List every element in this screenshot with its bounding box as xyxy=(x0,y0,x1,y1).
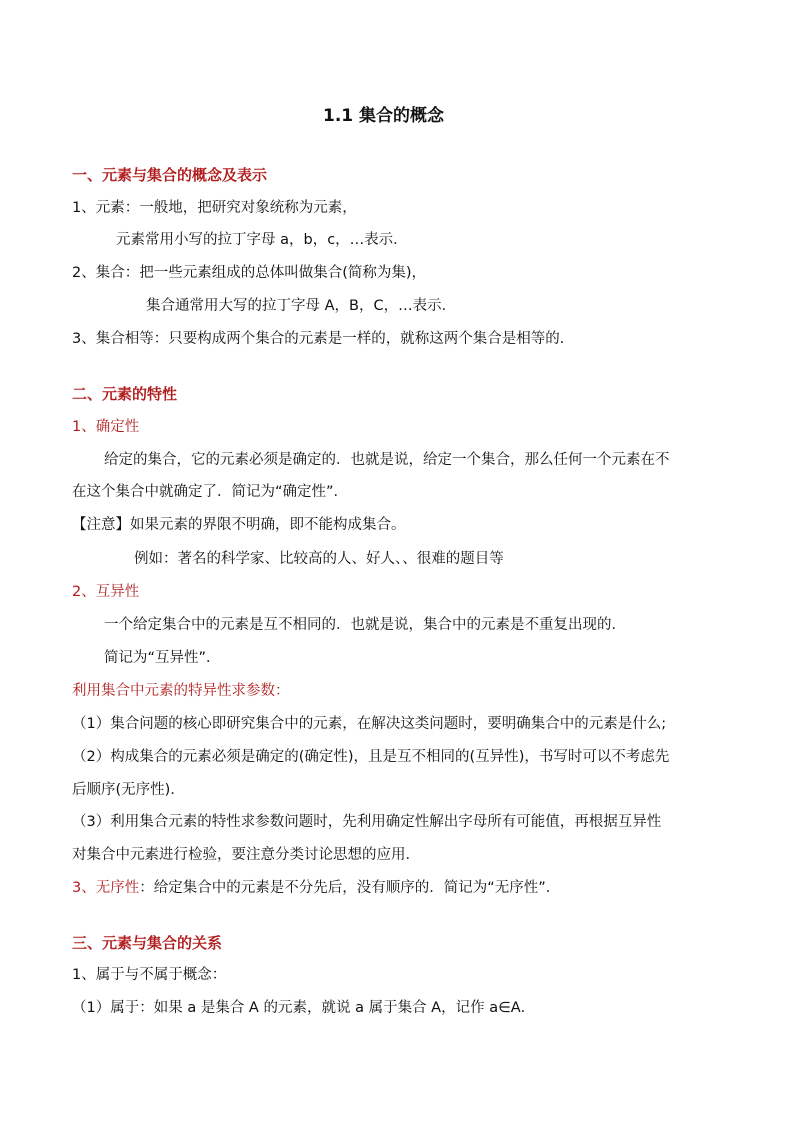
section-2-heading: 二、元素的特性 xyxy=(72,385,178,403)
s2-note: 【注意】如果元素的界限不明确，即不能构成集合。 xyxy=(72,517,406,533)
s2-sub-1: 1、确定性 xyxy=(72,419,140,435)
s2-method-1: （1）集合问题的核心即研究集合中的元素，在解决这类问题时，要明确集合中的元素是什么; xyxy=(72,716,667,732)
page-title: 1.1 集合的概念 xyxy=(323,106,445,126)
s2-para-3-text: ：给定集合中的元素是不分先后，没有顺序的．简记为“无序性”． xyxy=(139,880,561,896)
s2-para-2b: 简记为“互异性”． xyxy=(104,650,221,666)
s1-line-1: 1、元素：一般地，把研究对象统称为元素， xyxy=(72,200,357,216)
s1-line-5: 3、集合相等：只要构成两个集合的元素是一样的，就称这两个集合是相等的． xyxy=(72,331,575,347)
s1-line-2: 元素常用小写的拉丁字母 a，b，c，…表示． xyxy=(116,232,408,248)
s2-para-3 xyxy=(72,878,560,898)
s1-line-4: 集合通常用大写的拉丁字母 A，B，C，…表示． xyxy=(146,298,457,314)
s2-method-3b: 对集合中元素进行检验，要注意分类讨论思想的应用． xyxy=(72,847,420,863)
s2-method-2b: 后顺序(无序性)． xyxy=(72,782,185,798)
s2-sub-2: 2、互异性 xyxy=(72,584,140,600)
s3-line-1: 1、属于与不属于概念： xyxy=(72,967,227,983)
section-3-heading: 三、元素与集合的关系 xyxy=(72,934,223,952)
s2-sub-3: 3、无序性 xyxy=(72,880,140,896)
s2-example: 例如：著名的科学家、比较高的人、好人、、很难的题目等 xyxy=(134,551,504,567)
s3-line-2: （1）属于：如果 a 是集合 A 的元素，就说 a 属于集合 A，记作 a∈A． xyxy=(72,1000,536,1016)
s2-method-3a: （3）利用集合元素的特性求参数问题时，先利用确定性解出字母所有可能值，再根据互异性 xyxy=(72,814,662,830)
s2-method-heading: 利用集合中元素的特异性求参数： xyxy=(72,683,290,699)
section-1-heading: 一、元素与集合的概念及表示 xyxy=(72,166,268,184)
s1-line-3: 2、集合：把一些元素组成的总体叫做集合(简称为集)， xyxy=(72,265,427,281)
s2-para-2a: 一个给定集合中的元素是互不相同的．也就是说，集合中的元素是不重复出现的． xyxy=(104,617,626,633)
s2-para-1b: 在这个集合中就确定了．简记为“确定性”． xyxy=(72,484,349,500)
s2-para-1a: 给定的集合，它的元素必须是确定的．也就是说，给定一个集合，那么任何一个元素在不 xyxy=(104,452,670,468)
s2-method-2a: （2）构成集合的元素必须是确定的(确定性)，且是互不相同的(互异性)，书写时可以不考虑先 xyxy=(72,749,670,765)
